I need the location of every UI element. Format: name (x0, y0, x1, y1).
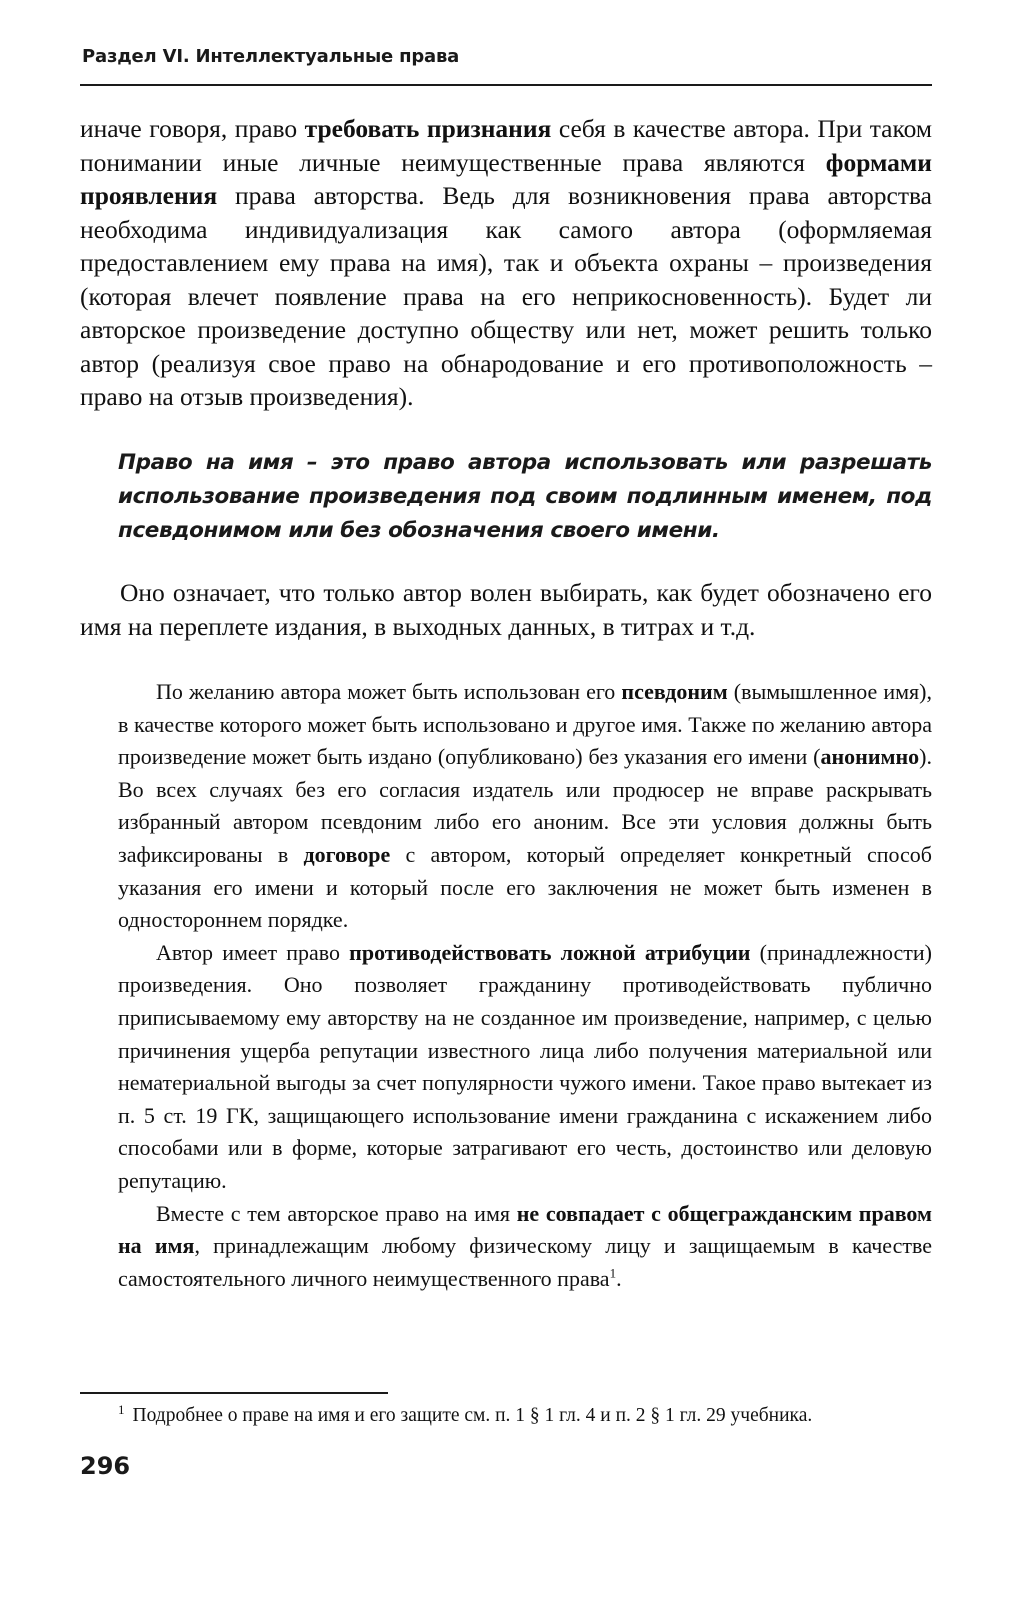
footnote-rule (80, 1392, 388, 1394)
text: Вместе с тем авторское право на имя (156, 1200, 517, 1226)
paragraph-authorship (80, 112, 932, 414)
bold-term: формами проявления (80, 147, 932, 210)
bold-term: противодействовать ложной атрибуции (349, 939, 751, 965)
paragraph-civil-name-right (118, 1198, 932, 1296)
footnote-reference[interactable]: 1 (609, 1265, 617, 1281)
page-number: 296 (80, 1452, 131, 1480)
text: (принадлежности) произведения. Оно позволяет гражданину противодействовать публично приписываемому ему авторству на не созданное им произведение, например, с целью причинения ущерба репутации известного лица либо получения материальной или нематериальной выгоды за счет популярности чужого имени. Такое право вытекает из п. 5 ст. 19 ГК, защищающего использование имени гражданина с искажением либо способами или в форме, которые затрагивают его честь, достоинство или деловую репутацию. (118, 939, 932, 1193)
bold-term: требовать признания (304, 114, 552, 143)
paragraph-false-attribution (118, 937, 932, 1198)
text: права авторства. Ведь для возникновения права авторства необходима индивидуализация как самого автора (оформляемая предоставлением ему права на имя), так и объекта охраны – произведения (которая влечет появление права на его неприкосновенность). Будет ли авторское произведение доступно обществу или нет, может решить только автор (реализуя свое право на обнародование и его противоположность – право на отзыв произведения). (80, 181, 932, 411)
bold-term: договоре (303, 841, 391, 867)
running-header: Раздел VI. Интеллектуальные права (82, 46, 460, 67)
header-rule (80, 84, 932, 86)
text: По желанию автора может быть использован его (156, 679, 622, 704)
small-print-block (118, 676, 932, 1295)
paragraph-name-meaning: Оно означает, что только автор волен выбирать, как будет обозначено его имя на переплете издания, в выходных данных, в титрах и т.д. (80, 578, 932, 641)
text: . (616, 1265, 622, 1291)
text: с автором, который определяет конкретный способ указания его имени и который после его заключения не может быть изменен в одностороннем порядке. (118, 841, 932, 933)
bold-term: анонимно (820, 744, 920, 770)
text: себя в качестве автора. При таком понимании иные личные неимущественные права являются (80, 114, 932, 177)
text: (вымышленное имя), в качестве которого может быть использовано и другое имя. Также по желанию автора произведение может быть издано (опубликовано) без указания его имени ( (118, 679, 932, 770)
text: ). Во всех случаях без его согласия издатель или продюсер не вправе раскрывать избранный автором псевдоним либо его аноним. Все эти условия должны быть зафиксированы в (118, 744, 932, 867)
paragraph-pseudonym (118, 676, 932, 937)
text: иначе говоря, право (80, 114, 305, 143)
footnote-mark: 1 (118, 1401, 125, 1417)
footnote-text: Подробнее о праве на имя и его защите см. п. 1 § 1 гл. 4 и п. 2 § 1 гл. 29 учебника. (132, 1405, 813, 1426)
footnote (118, 1402, 932, 1430)
definition-right-to-name: Право на имя – это право автора использовать или разрешать использование произведения под своим подлинным именем, под псевдонимом или без обозначения своего имени. (118, 450, 932, 543)
bold-term: не совпадает с общегражданским правом на имя (118, 1200, 933, 1259)
text: Автор имеет право (156, 939, 350, 965)
bold-term: псевдоним (621, 679, 728, 704)
text: , принадлежащим любому физическому лицу и защищаемым в качестве самостоятельного личного неимущественного права (118, 1233, 932, 1291)
